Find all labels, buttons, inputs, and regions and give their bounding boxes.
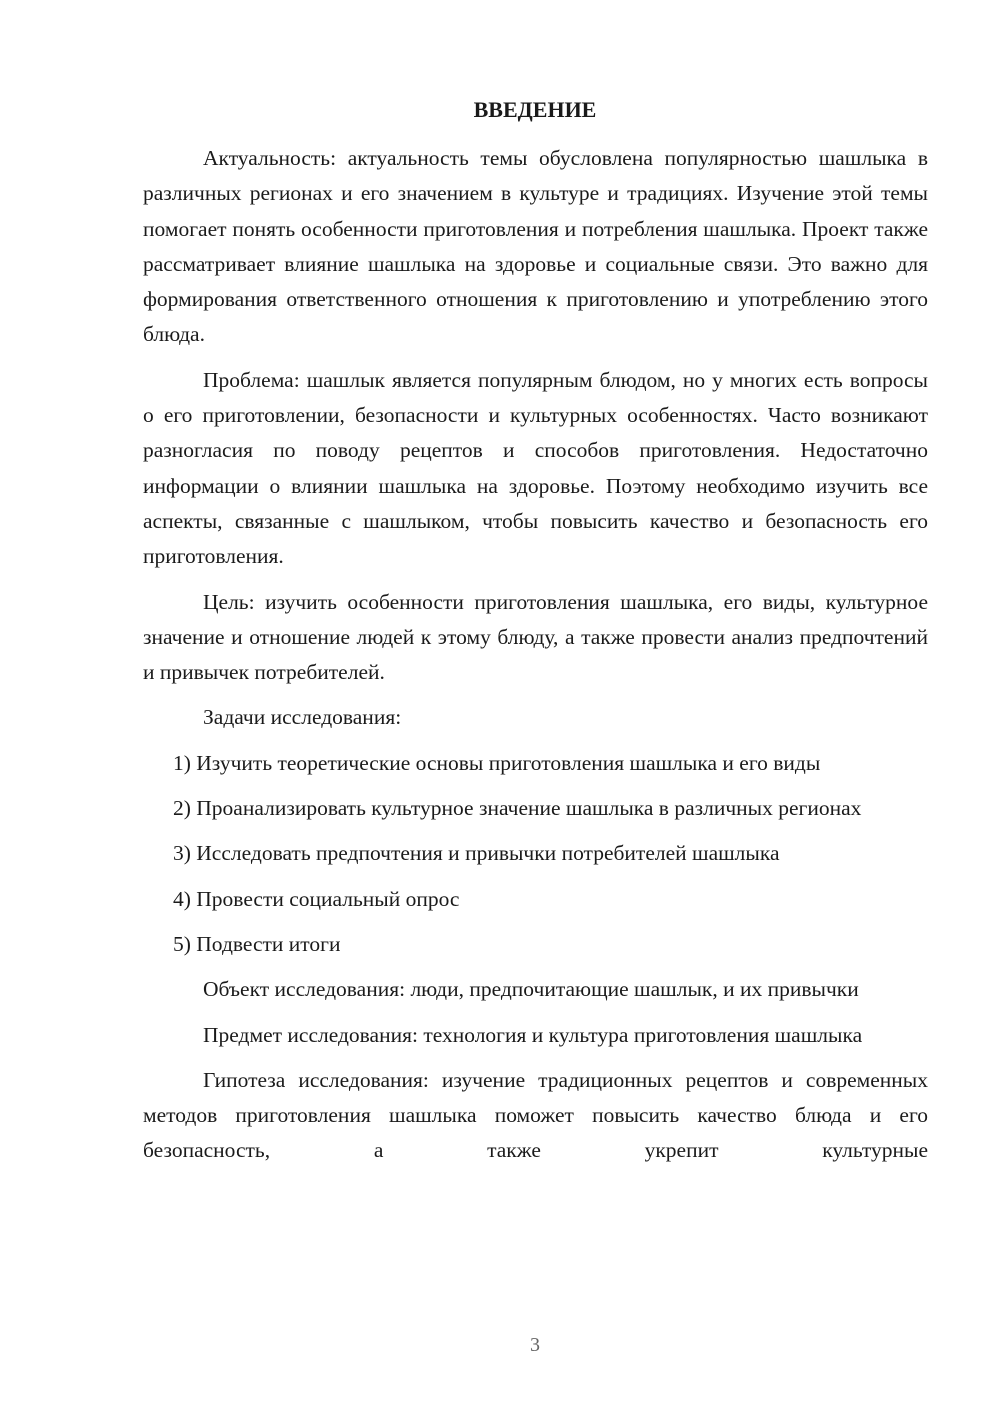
goal-paragraph: Цель: изучить особенности приготовления шашлыка, его виды, культурное значение и отношение людей к этому блюду, а также провести анализ предпочтений и привычек потребителей. [143, 589, 928, 685]
task-item-3: 3) Исследовать предпочтения и привычки потребителей шашлыка [173, 841, 780, 866]
document-body [143, 141, 928, 1179]
tasks-list [143, 746, 928, 962]
subject-paragraph: Предмет исследования: технология и культура приготовления шашлыка [203, 1022, 863, 1047]
task-item-1: 1) Изучить теоретические основы приготовления шашлыка и его виды [173, 750, 821, 775]
task-item-5: 5) Подвести итоги [173, 931, 341, 956]
task-item-4: 4) Провести социальный опрос [173, 886, 460, 911]
page-number: 3 [530, 1334, 540, 1356]
object-paragraph: Объект исследования: люди, предпочитающие шашлык, и их привычки [203, 977, 859, 1002]
task-item-2: 2) Проанализировать культурное значение шашлыка в различных регионах [173, 796, 862, 821]
page-title: ВВЕДЕНИЕ [473, 97, 597, 122]
hypothesis-paragraph: Гипотеза исследования: изучение традиционных рецептов и современных методов приготовления шашлыка поможет повысить качество блюда и его безопасность, а также укрепит культурные [143, 1067, 928, 1163]
relevance-paragraph: Актуальность: актуальность темы обусловлена популярностью шашлыка в различных регионах и его значением в культуре и традициях. Изучение этой темы помогает понять особенности приготовления и потребления шашлыка. Проект также рассматривает влияние шашлыка на здоровье и социальные связи. Это важно для формирования ответственного отношения к приготовлению и употреблению этого блюда. [143, 146, 928, 347]
tasks-heading: Задачи исследования: [203, 705, 402, 730]
problem-paragraph: Проблема: шашлык является популярным блюдом, но у многих есть вопросы о его приготовлении, безопасности и культурных особенностях. Часто возникают разногласия по поводу рецептов и способов приготовления. Недостаточно информации о влиянии шашлыка на здоровье. Поэтому необходимо изучить все аспекты, связанные с шашлыком, чтобы повысить качество и безопасность его приготовления. [143, 367, 928, 569]
